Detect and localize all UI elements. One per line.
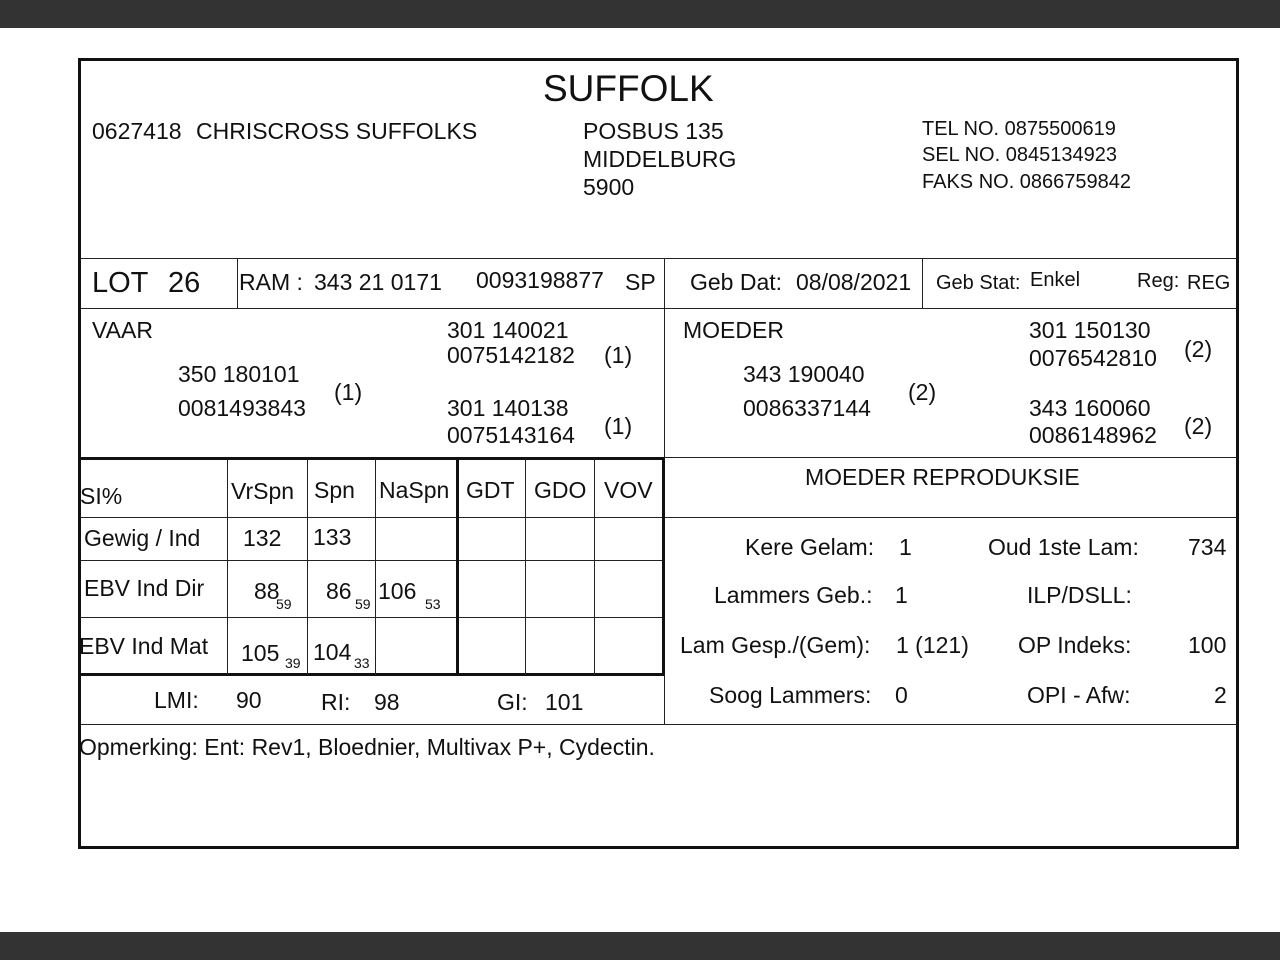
perf-table-bottom (80, 673, 664, 676)
birth-date-label: Geb Dat: (690, 269, 783, 295)
address-line-2: MIDDELBURG (583, 146, 737, 172)
perf-row3-spn: 104 (313, 639, 352, 665)
repro-op-value: 100 (1188, 632, 1227, 658)
ram-reg-number: 0093198877 (476, 267, 604, 293)
ram-label: RAM : (239, 269, 303, 295)
repro-kere-label: Kere Gelam: (745, 534, 875, 560)
remark-text: Opmerking: Ent: Rev1, Bloednier, Multivax P+, Cydectin. (79, 734, 655, 760)
birth-status-label: Geb Stat: (936, 272, 1021, 294)
sire-mark: (1) (334, 379, 363, 405)
perf-header-si: SI% (80, 483, 123, 509)
sire-id: 350 180101 (178, 361, 300, 387)
bottom-dark-bar (0, 932, 1280, 960)
perf-col-5 (525, 459, 526, 675)
lmi-value: 90 (236, 687, 262, 713)
repro-gesp-label: Lam Gesp./(Gem): (680, 632, 871, 658)
repro-gesp-value: 1 (121) (896, 632, 969, 658)
repro-kere-value: 1 (899, 534, 912, 560)
address-line-1: POSBUS 135 (583, 118, 724, 144)
top-dark-bar (0, 0, 1280, 28)
ram-suffix: SP (625, 269, 656, 295)
repro-soog-value: 0 (895, 682, 908, 708)
perf-row1-vrspn: 132 (243, 525, 282, 551)
dam-dam-reg: 0086148962 (1029, 422, 1157, 448)
divider-lot-ram (237, 258, 238, 308)
sire-reg: 0081493843 (178, 395, 306, 421)
divider-perf-row1 (80, 560, 664, 561)
dam-label: MOEDER (683, 317, 784, 343)
faks-number: FAKS NO. 0866759842 (922, 171, 1132, 193)
perf-row2-vrspn: 88 (254, 578, 280, 604)
gi-label: GI: (497, 689, 528, 715)
breeder-name: CHRISCROSS SUFFOLKS (196, 118, 478, 144)
perf-row1-label: Gewig / Ind (84, 525, 201, 551)
perf-row2-naspn: 106 (378, 578, 417, 604)
perf-row3-vrspn: 105 (241, 640, 280, 666)
sire-dam-id: 301 140138 (447, 395, 569, 421)
repro-op-label: OP Indeks: (1018, 632, 1132, 658)
perf-header-vrspn: VrSpn (231, 478, 295, 504)
perf-row2-naspn-sub: 53 (425, 596, 441, 612)
dam-id: 343 190040 (743, 361, 865, 387)
perf-row3-spn-sub: 33 (354, 655, 370, 671)
repro-soog-label: Soog Lammers: (709, 682, 872, 708)
divider-perf-header (80, 517, 1237, 518)
perf-col-4 (456, 459, 459, 675)
ri-value: 98 (374, 689, 400, 715)
divider-header (80, 258, 1237, 259)
divider-lot-row (80, 308, 1237, 309)
birth-status: Enkel (1030, 269, 1081, 291)
repro-lammers-label: Lammers Geb.: (714, 582, 873, 608)
sire-label: VAAR (92, 317, 153, 343)
perf-col-3 (375, 459, 376, 675)
perf-header-gdo: GDO (534, 477, 587, 503)
breeder-code: 0627418 (92, 118, 182, 144)
divider-remark (80, 724, 1237, 725)
sire-sire-id: 301 140021 (447, 317, 569, 343)
sel-number: SEL NO. 0845134923 (922, 144, 1117, 166)
tel-number: TEL NO. 0875500619 (922, 118, 1116, 140)
dam-dam-mark: (2) (1184, 413, 1213, 439)
dam-sire-id: 301 150130 (1029, 317, 1151, 343)
ri-label: RI: (321, 689, 351, 715)
perf-row3-label: EBV Ind Mat (79, 633, 209, 659)
perf-row2-spn: 86 (326, 578, 352, 604)
perf-row1-spn: 133 (313, 524, 352, 550)
divider-date-status (922, 258, 923, 308)
sire-sire-mark: (1) (604, 342, 633, 368)
perf-col-7 (662, 459, 665, 675)
repro-oud-value: 734 (1188, 534, 1227, 560)
perf-header-vov: VOV (604, 477, 653, 503)
perf-col-1 (227, 459, 228, 675)
repro-title: MOEDER REPRODUKSIE (805, 464, 1080, 490)
sire-sire-reg: 0075142182 (447, 342, 575, 368)
sire-dam-reg: 0075143164 (447, 422, 575, 448)
ram-id: 343 21 0171 (314, 269, 442, 295)
repro-oud-label: Oud 1ste Lam: (988, 534, 1139, 560)
perf-table-top (80, 457, 664, 460)
perf-row2-label: EBV Ind Dir (84, 575, 205, 601)
perf-row3-vrspn-sub: 39 (285, 655, 301, 671)
dam-dam-id: 343 160060 (1029, 395, 1151, 421)
divider-pedigree-right (664, 457, 1237, 458)
perf-col-6 (594, 459, 595, 675)
breed-title: SUFFOLK (543, 68, 714, 109)
dam-mark: (2) (908, 379, 937, 405)
lot-number: 26 (168, 267, 201, 299)
gi-value: 101 (545, 689, 584, 715)
dam-sire-mark: (2) (1184, 336, 1213, 362)
repro-opi-value: 2 (1214, 682, 1227, 708)
divider-perf-row2 (80, 617, 664, 618)
repro-lammers-value: 1 (895, 582, 908, 608)
reg-value: REG (1187, 272, 1231, 294)
perf-header-naspn: NaSpn (379, 477, 450, 503)
repro-opi-label: OPI - Afw: (1027, 682, 1131, 708)
birth-date: 08/08/2021 (796, 269, 912, 295)
reg-label: Reg: (1137, 270, 1180, 292)
address-line-3: 5900 (583, 174, 635, 200)
lot-label: LOT (92, 267, 149, 299)
perf-row2-vrspn-sub: 59 (276, 596, 292, 612)
dam-sire-reg: 0076542810 (1029, 345, 1157, 371)
lmi-label: LMI: (154, 687, 199, 713)
perf-row2-spn-sub: 59 (355, 596, 371, 612)
perf-header-gdt: GDT (466, 477, 515, 503)
perf-col-2 (307, 459, 308, 675)
repro-ilp-label: ILP/DSLL: (1027, 582, 1132, 608)
dam-reg: 0086337144 (743, 395, 871, 421)
sire-dam-mark: (1) (604, 413, 633, 439)
perf-header-spn: Spn (314, 477, 355, 503)
